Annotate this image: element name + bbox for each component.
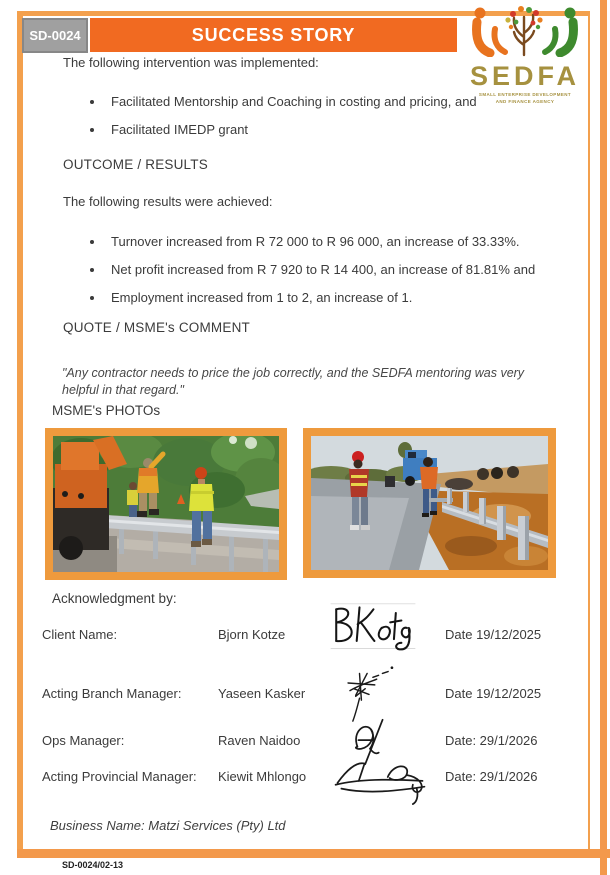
page-right-border [600, 0, 607, 875]
sedfa-logo [468, 5, 582, 106]
client-signature [328, 600, 418, 654]
photo-guardrail-posts [311, 436, 548, 570]
ack-label: Ops Manager: [42, 733, 125, 748]
ack-label: Client Name: [42, 627, 118, 642]
sedfa-logo-word: SEDFA [469, 61, 581, 91]
business-name: Business Name: Matzi Services (Pty) Ltd [50, 818, 286, 833]
ack-name: Kiewit Mhlongo [218, 769, 307, 784]
acknowledgment-heading: Acknowledgment by: [52, 591, 177, 606]
ack-date: Date: 29/1/2026 [445, 769, 538, 784]
page-bottom-border [17, 849, 610, 858]
ack-date: Date 19/12/2025 [445, 686, 542, 701]
ack-label: Acting Branch Manager: [42, 686, 182, 701]
bullet-item: • Facilitated IMEDP grant [105, 122, 535, 137]
ack-label: Acting Provincial Manager: [42, 769, 197, 784]
sedfa-logo-mark [468, 5, 582, 57]
msme-photo-2 [303, 428, 556, 578]
bullet-item: • Net profit increased from R 7 920 to R 14 400, an increase of 81.81% and [105, 262, 575, 277]
outcome-heading: OUTCOME / RESULTS [63, 157, 208, 172]
intervention-intro: The following intervention was implemented: [63, 55, 319, 70]
bullet-item: • Facilitated Mentorship and Coaching in costing and pricing, and [105, 94, 535, 109]
photo-guardrail-crew [53, 436, 279, 572]
msme-photo-1 [45, 428, 287, 580]
intervention-bullet-list [88, 94, 535, 150]
ack-name: Bjorn Kotze [218, 627, 286, 642]
footer-form-code: SD-0024/02-13 [62, 860, 124, 870]
ack-date: Date 19/12/2025 [445, 627, 542, 642]
outcome-bullet-list [88, 234, 575, 318]
photos-heading: MSME's PHOTOs [52, 403, 161, 418]
ack-name: Raven Naidoo [218, 733, 301, 748]
quote-heading: QUOTE / MSME's COMMENT [63, 320, 250, 335]
form-code-badge: SD-0024 [22, 18, 88, 53]
sedfa-tagline-line2: AND FINANCE AGENCY [495, 98, 555, 104]
outcome-intro: The following results were achieved: [63, 194, 273, 209]
ack-date: Date: 29/1/2026 [445, 733, 538, 748]
page-title: SUCCESS STORY [90, 18, 457, 52]
quote-text: "Any contractor needs to price the job correctly, and the SEDFA mentoring was very helpful in that regard." [62, 366, 525, 397]
ack-name: Yaseen Kasker [218, 686, 306, 701]
sedfa-tagline-line1: SMALL ENTERPRISE DEVELOPMENT [478, 92, 572, 97]
bullet-item: • Employment increased from 1 to 2, an increase of 1. [105, 290, 575, 305]
bullet-item: • Turnover increased from R 72 000 to R 96 000, an increase of 33.33%. [105, 234, 575, 249]
provincial-manager-signature [328, 750, 433, 806]
